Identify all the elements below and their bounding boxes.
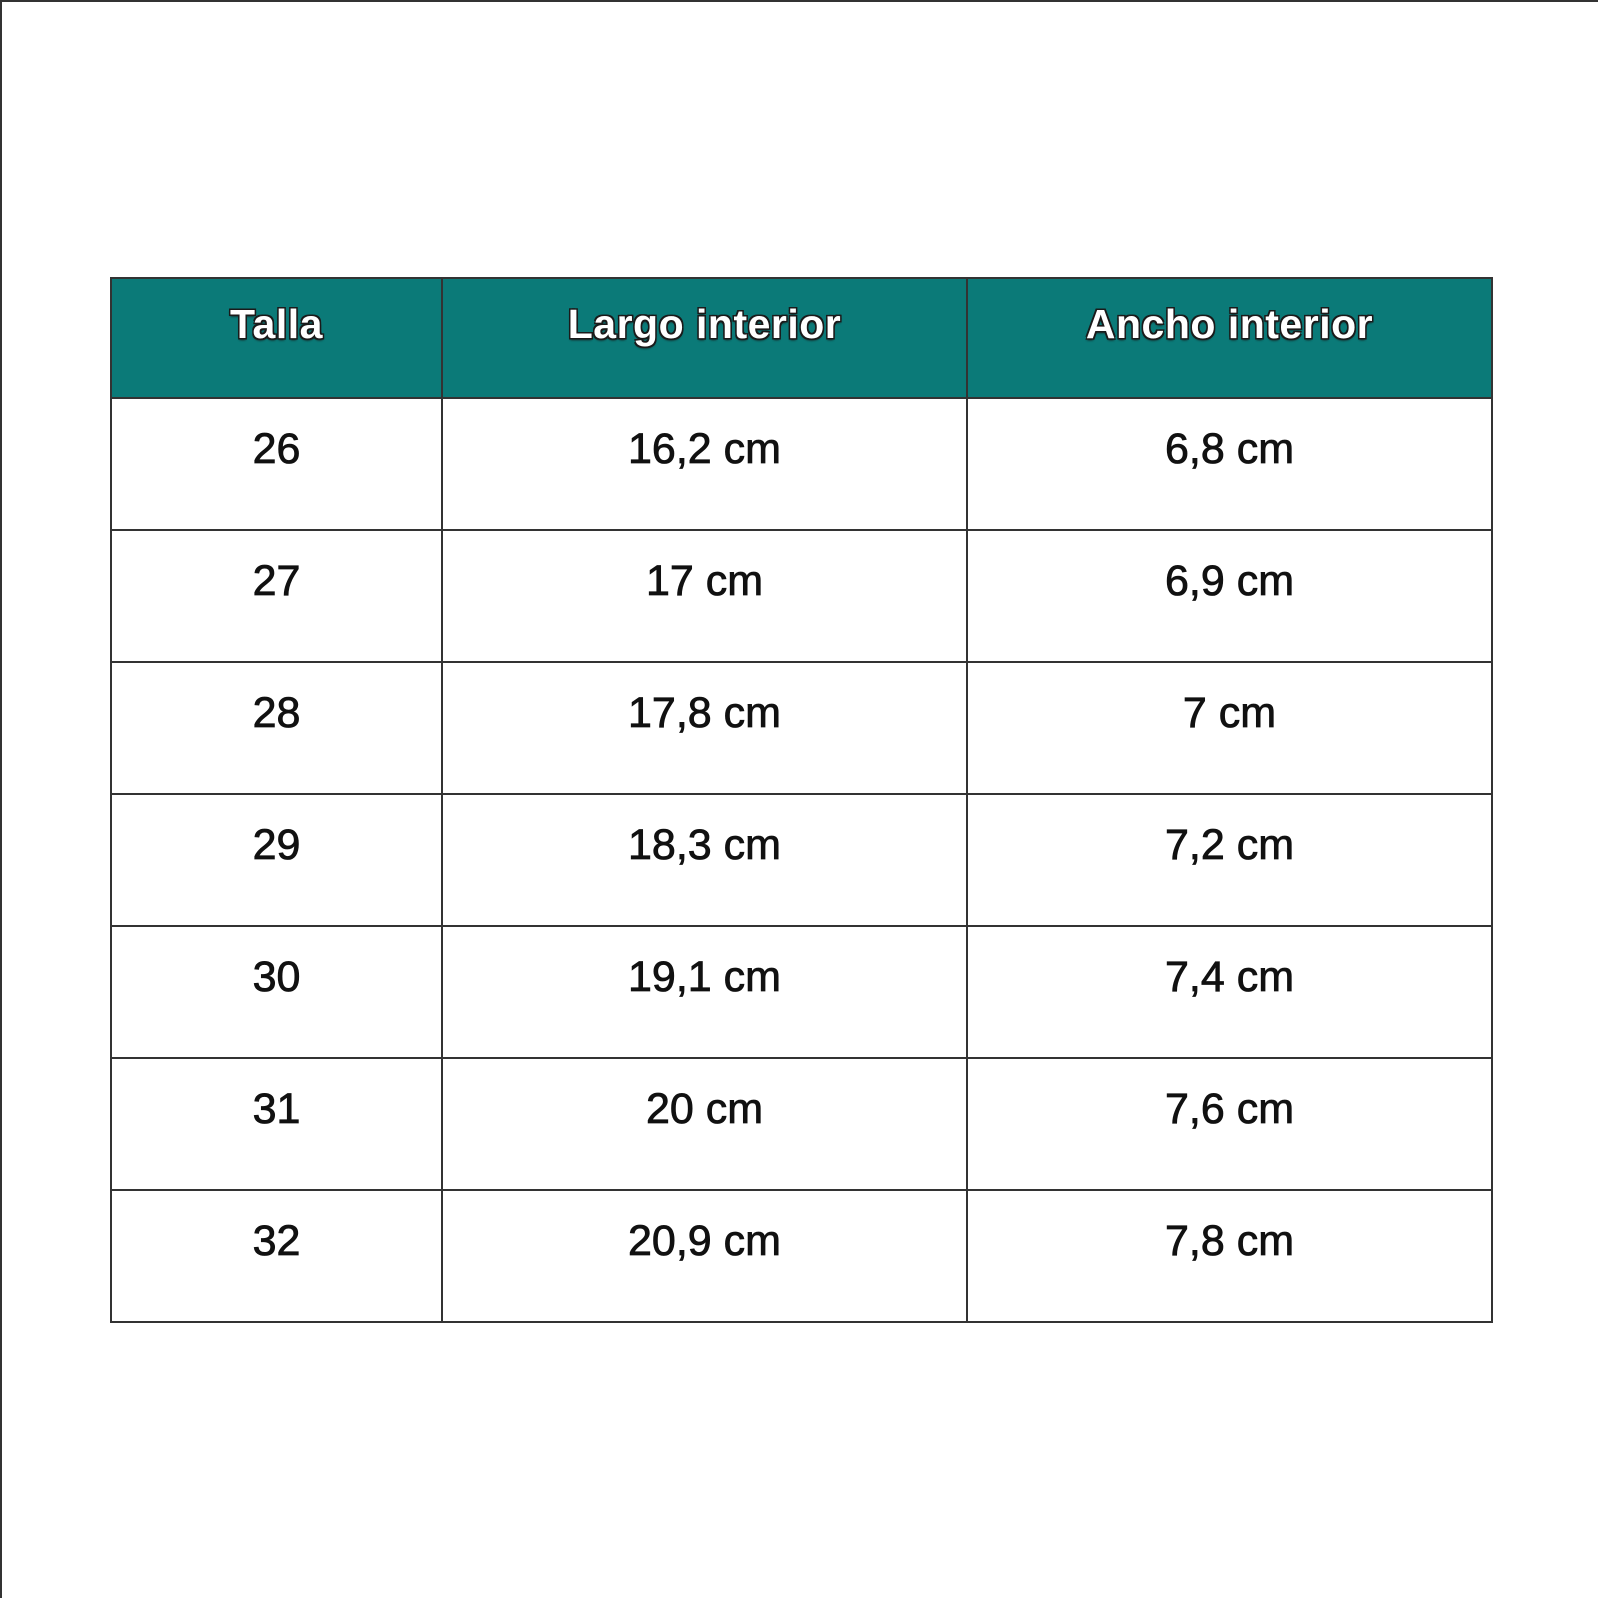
cell-inner-width: 7,6 cm xyxy=(967,1058,1492,1190)
cell-inner-width: 7 cm xyxy=(967,662,1492,794)
cell-size: 27 xyxy=(111,530,442,662)
cell-size: 30 xyxy=(111,926,442,1058)
cell-size: 26 xyxy=(111,398,442,530)
cell-inner-length: 20 cm xyxy=(442,1058,967,1190)
cell-inner-length: 18,3 cm xyxy=(442,794,967,926)
table-row xyxy=(111,926,1492,1058)
cell-inner-width: 7,4 cm xyxy=(967,926,1492,1058)
cell-inner-length: 17 cm xyxy=(442,530,967,662)
table-row xyxy=(111,1058,1492,1190)
cell-size: 32 xyxy=(111,1190,442,1322)
cell-size: 31 xyxy=(111,1058,442,1190)
cell-inner-length: 19,1 cm xyxy=(442,926,967,1058)
cell-inner-width: 6,9 cm xyxy=(967,530,1492,662)
table-row xyxy=(111,794,1492,926)
cell-inner-length: 16,2 cm xyxy=(442,398,967,530)
cell-size: 29 xyxy=(111,794,442,926)
table-row xyxy=(111,1190,1492,1322)
table-row xyxy=(111,530,1492,662)
cell-inner-length: 17,8 cm xyxy=(442,662,967,794)
cell-inner-width: 6,8 cm xyxy=(967,398,1492,530)
header-size: Talla xyxy=(111,278,442,398)
size-chart-table xyxy=(110,277,1493,1323)
table-header-row xyxy=(111,278,1492,398)
cell-size: 28 xyxy=(111,662,442,794)
header-inner-width: Ancho interior xyxy=(967,278,1492,398)
cell-inner-width: 7,2 cm xyxy=(967,794,1492,926)
cell-inner-width: 7,8 cm xyxy=(967,1190,1492,1322)
table-row xyxy=(111,662,1492,794)
header-inner-length: Largo interior xyxy=(442,278,967,398)
cell-inner-length: 20,9 cm xyxy=(442,1190,967,1322)
table-row xyxy=(111,398,1492,530)
